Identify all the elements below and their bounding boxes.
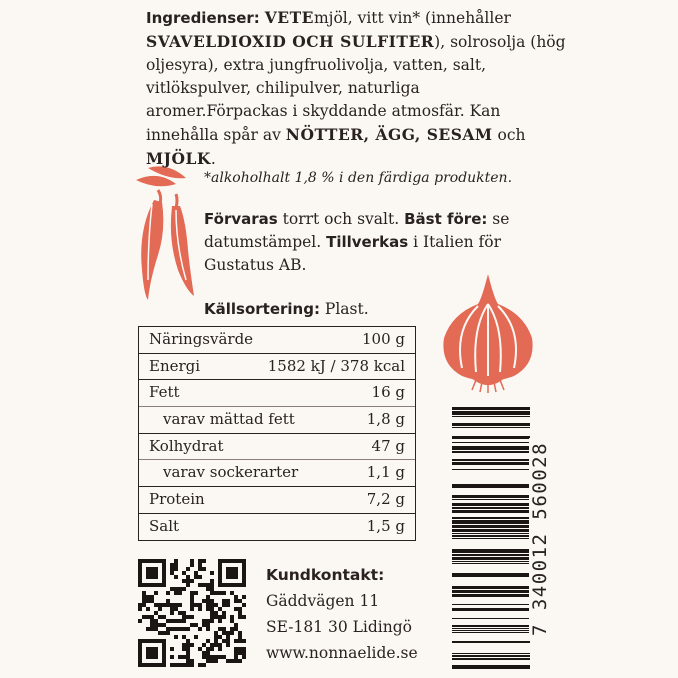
ingredients-label: Ingredienser: bbox=[146, 9, 260, 27]
nutrition-row-saturated-fat bbox=[139, 407, 415, 434]
nutrition-header-label: Näringsvärde bbox=[149, 330, 254, 348]
contact-city: SE-181 30 Lidingö bbox=[266, 618, 412, 636]
nutrition-row-energy bbox=[139, 354, 415, 381]
nutrition-label: Protein bbox=[149, 490, 205, 509]
nutrition-header-value: 100 g bbox=[361, 330, 405, 348]
nutrition-value: 1,1 g bbox=[366, 463, 405, 482]
allergen-nuts-eggs-sesame: NÖTTER, ÄGG, SESAM bbox=[285, 125, 493, 144]
nutrition-value: 7,2 g bbox=[366, 490, 405, 509]
nutrition-header bbox=[139, 327, 415, 354]
customer-contact bbox=[266, 562, 418, 666]
storage-label: Förvaras bbox=[204, 210, 278, 228]
nutrition-row-protein bbox=[139, 487, 415, 514]
nutrition-label: varav sockerarter bbox=[163, 463, 299, 482]
contact-street: Gäddvägen 11 bbox=[266, 592, 380, 610]
qr-code[interactable] bbox=[138, 559, 246, 667]
recycling-label: Källsortering: bbox=[204, 300, 320, 318]
best-before-label: Bäst före: bbox=[404, 210, 488, 228]
best-before-text: se datumstämpel. bbox=[204, 210, 510, 251]
manufactured-text: i Italien för Gustatus AB. bbox=[204, 233, 502, 274]
nutrition-value: 1582 kJ / 378 kcal bbox=[267, 356, 405, 375]
storage-text: torrt och svalt. bbox=[277, 210, 405, 228]
nutrition-value: 16 g bbox=[371, 383, 405, 402]
chili-pepper-illustration bbox=[128, 160, 208, 310]
ingredients-text-3: och bbox=[492, 126, 526, 144]
nutrition-value: 1,8 g bbox=[366, 410, 405, 429]
recycling-info bbox=[204, 300, 369, 318]
nutrition-label: Energi bbox=[149, 356, 201, 375]
nutrition-value: 1,5 g bbox=[366, 516, 405, 535]
nutrition-value: 47 g bbox=[371, 436, 405, 455]
manufactured-label: Tillverkas bbox=[326, 233, 409, 251]
nutrition-label: Kolhydrat bbox=[149, 436, 224, 455]
recycling-value: Plast. bbox=[319, 300, 369, 318]
contact-website[interactable]: www.nonnaelide.se bbox=[266, 644, 418, 662]
alcohol-footnote: *alkoholhalt 1,8 % i den färdiga produkten. bbox=[204, 170, 513, 186]
ingredients-end: . bbox=[210, 150, 216, 168]
ingredients-text-2: ), solrosolja (hög oljesyra), extra jungfruolivolja, vatten, salt, vitlökspulver, chilipulver, naturliga aromer.Förpackas i skyddande atmosfär. Kan innehålla spår av bbox=[146, 33, 566, 144]
nutrition-label: varav mättad fett bbox=[163, 410, 295, 429]
nutrition-row-sugars bbox=[139, 460, 415, 487]
nutrition-row-salt bbox=[139, 514, 415, 540]
barcode-number-container bbox=[529, 405, 551, 673]
allergen-milk: MJÖLK bbox=[146, 149, 211, 168]
nutrition-label: Fett bbox=[149, 383, 180, 402]
ingredients-paragraph bbox=[146, 6, 566, 171]
nutrition-table bbox=[138, 326, 416, 541]
nutrition-row-carbohydrate bbox=[139, 434, 415, 461]
nutrition-row-fat bbox=[139, 380, 415, 407]
allergen-sulfites: SVAVELDIOXID OCH SULFITER bbox=[146, 32, 435, 51]
nutrition-label: Salt bbox=[149, 516, 180, 535]
allergen-wheat: VETE bbox=[264, 8, 314, 27]
barcode-number: 7 340012 560028 bbox=[529, 438, 551, 640]
contact-title: Kundkontakt: bbox=[266, 566, 385, 584]
storage-paragraph bbox=[204, 208, 534, 277]
ingredients-text-1: mjöl, vitt vin* (innehåller bbox=[313, 9, 511, 27]
garlic-illustration bbox=[432, 268, 544, 394]
